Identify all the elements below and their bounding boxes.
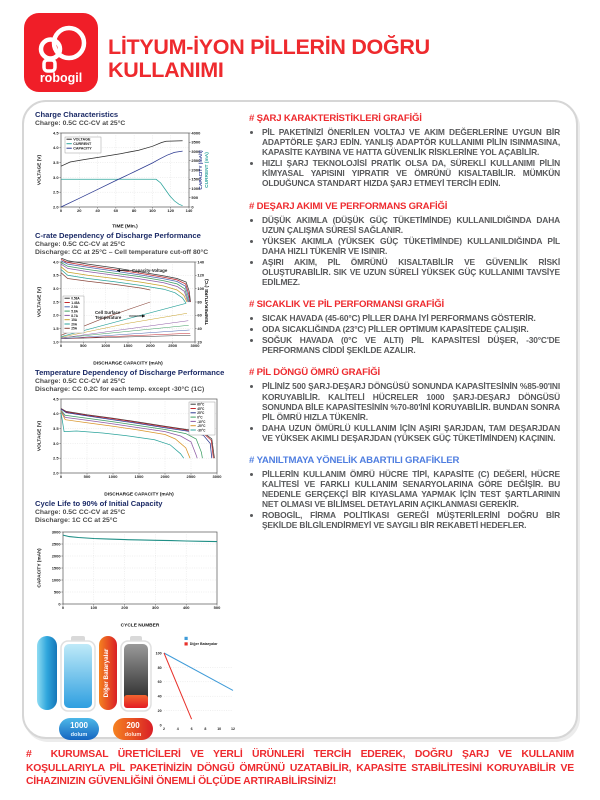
page-title xyxy=(108,36,568,82)
chart-subtitle: Charge: 0.5C CC-CV at 25°C xyxy=(35,508,126,516)
svg-text:1000: 1000 xyxy=(101,343,111,349)
svg-text:12: 12 xyxy=(231,727,235,732)
section-title xyxy=(249,113,560,124)
charge-characteristics-chart xyxy=(35,129,225,229)
bullet-item: • PİLLERİN KULLANIM ÖMRÜ HÜCRE TİPİ, KAPASİTE (C) DEĞERİ, HÜCRE KALİTESİ VE FARKLI KULLANIM SENARYOLARINA GÖRE DEĞİŞİR. BU NEDENLE GERÇEKÇİ BİR KIYASLAMA YAPMAK İÇİN TEST ŞARTLARININ NET OLMASI VE BİLİMSEL DETAYLARIN AÇIKLANMASI GEREKİR. xyxy=(262,469,560,509)
svg-text:400: 400 xyxy=(182,605,190,611)
other-batteries-label: Diğer Bataryalar xyxy=(103,648,110,698)
svg-text:500: 500 xyxy=(213,605,221,611)
bullet-item: • DAHA UZUN ÖMÜRLÜ KULLANIM İÇİN AŞIRI ŞARJDAN, TAM DEŞARJDAN VE YÜKSEK AKIMLI DEŞARJDAN (YÜKSEK GÜÇ TÜKETİMİNDEN) KAÇININ. xyxy=(262,423,560,443)
section-title-text: DEŞARJ AKIMI VE PERFORMANS GRAFİĞİ xyxy=(256,200,448,212)
bullet-list xyxy=(249,313,560,355)
section-title-text: SICAKLIK VE PİL PERFORMANSI GRAFİĞİ xyxy=(256,299,444,311)
battery-comparison-graphic xyxy=(35,632,153,744)
hash-marker: # xyxy=(249,454,255,466)
svg-text:3.0: 3.0 xyxy=(53,440,59,446)
svg-text:-10°C: -10°C xyxy=(197,419,206,424)
svg-text:Cell Surface: Cell Surface xyxy=(95,309,121,315)
svg-text:140: 140 xyxy=(197,259,205,265)
svg-text:2000: 2000 xyxy=(145,343,155,349)
chart-title: Temperature Dependency of Discharge Performance xyxy=(35,367,225,377)
chart-subtitle: Discharge: 1C CC at 25°C xyxy=(35,516,118,524)
svg-text:4.0: 4.0 xyxy=(53,259,59,265)
svg-text:4.0: 4.0 xyxy=(53,411,59,417)
svg-text:0: 0 xyxy=(61,605,65,611)
svg-text:4.5: 4.5 xyxy=(53,130,59,136)
other-batteries-pill xyxy=(99,636,117,710)
svg-text:3.0: 3.0 xyxy=(53,286,59,292)
svg-text:45°C: 45°C xyxy=(197,406,205,411)
svg-text:60: 60 xyxy=(113,208,119,214)
chart-block-cycle-life xyxy=(35,500,239,628)
section-title-text: ŞARJ KARAKTERİSTİKLERİ GRAFİĞİ xyxy=(256,113,422,124)
battery-comparison-panel xyxy=(35,632,239,744)
hash-marker: # xyxy=(249,367,255,379)
section-title-text: YANILTMAYA YÖNELİK ABARTILI GRAFİKLER xyxy=(256,454,460,466)
chart-block-charge-characteristics xyxy=(35,111,239,229)
bullet-item: • AŞIRI AKIM, PİL ÖMRÜNÜ KISALTABİLİR VE GÜVENLİK RİSKİ OLUŞTURABİLİR. SIK VE UZUN SÜRELİ YÜKSEK GÜÇ KULLANIMI TAVSİYE EDİLMEZ. xyxy=(262,257,560,287)
good-cycles-unit: dolum xyxy=(70,731,88,738)
bullet-list xyxy=(249,127,560,188)
svg-text:60°C: 60°C xyxy=(197,402,205,407)
svg-text:1.5: 1.5 xyxy=(53,326,59,332)
hash-marker: # xyxy=(249,113,255,124)
empty-battery-icon xyxy=(121,636,151,711)
svg-text:1500: 1500 xyxy=(51,565,61,571)
footer-text: KURUMSAL ÜRETİCİLERİ VE YERLİ ÜRÜNLERİ TERCİH EDEREK, DOĞRU ŞARJ VE KULLANIM KOŞULLARIYLA PİL PAKETİNİZİN DÖNGÜ ÖMRÜNÜ UZATABİLİR, KAPASİTE STABİLİTESİNİ KORUYABİLİR VE CİHAZINIZIN GÜVENLİĞİNİ ÖNEMLİ ÖLÇÜDE ARTIRABİLİRSİNİZ! xyxy=(26,749,574,788)
svg-text:3.5: 3.5 xyxy=(53,159,59,165)
text-column xyxy=(245,111,568,733)
charts-column xyxy=(35,110,239,738)
svg-text:3.5: 3.5 xyxy=(53,272,59,278)
svg-text:120: 120 xyxy=(197,272,205,278)
page-title-line1: LİTYUM-İYON PİLLERİN DOĞRU xyxy=(108,35,430,60)
chart-title: Cycle Life to 90% of Initial Capacity xyxy=(35,498,163,508)
svg-text:2000: 2000 xyxy=(51,553,61,559)
bullet-item: • SICAK HAVADA (45-60°C) PİLLER DAHA İYİ PERFORMANS GÖSTERİR. xyxy=(262,313,560,323)
svg-text:Diğer Bataryalar: Diğer Bataryalar xyxy=(189,642,218,647)
svg-text:60: 60 xyxy=(197,312,202,318)
blue-pill-shape xyxy=(37,636,57,710)
svg-text:CAPACITY (mAh): CAPACITY (mAh) xyxy=(199,150,204,190)
section-title xyxy=(249,455,560,466)
svg-text:40: 40 xyxy=(157,694,162,699)
bullet-item: • SOĞUK HAVADA (0°C VE ALTI) PİL KAPASİTESİ DÜŞER, -30°C'DE PERFORMANS CİDDİ ŞEKİLDE AZALIR. xyxy=(262,335,560,355)
bullet-item: • PİL PAKETİNİZİ ÖNERİLEN VOLTAJ VE AKIM DEĞERLERİNE UYGUN BİR ADAPTÖRLE ŞARJ EDİN. YANLIŞ ADAPTÖR KULLANIMI PİLİN ISINMASINA, KAPASİTE KAYBINA VE HATTA GÜVENLİK RİSKLERİNE YOL AÇABİLİR. xyxy=(262,127,560,157)
svg-text:2500: 2500 xyxy=(186,474,196,480)
svg-text:1500: 1500 xyxy=(191,176,201,182)
robot-icon xyxy=(24,13,98,92)
svg-text:500: 500 xyxy=(79,343,87,349)
svg-text:0.58A: 0.58A xyxy=(71,296,80,301)
svg-text:3.0: 3.0 xyxy=(53,174,59,180)
svg-text:25A: 25A xyxy=(71,326,78,331)
svg-text:1500: 1500 xyxy=(134,474,144,480)
svg-text:8.7A: 8.7A xyxy=(71,313,78,318)
svg-text:100: 100 xyxy=(149,208,156,214)
section-title-text: PİL DÖNGÜ ÖMRÜ GRAFİĞİ xyxy=(256,367,380,379)
bullet-item: • DÜŞÜK AKIMLA (DÜŞÜK GÜÇ TÜKETİMİNDE) KULLANILDIĞINDA DAHA UZUN ÇALIŞMA SÜRESİ SAĞLANIR. xyxy=(262,215,560,235)
svg-text:200: 200 xyxy=(121,605,128,611)
svg-text:1500: 1500 xyxy=(123,343,133,349)
svg-text:2.5: 2.5 xyxy=(53,189,59,195)
svg-text:VOLTAGE: VOLTAGE xyxy=(73,137,91,142)
robogil-logo xyxy=(24,13,98,92)
svg-text:1.0: 1.0 xyxy=(53,339,59,345)
svg-text:80: 80 xyxy=(131,208,137,214)
svg-text:TEMPERATURE (°C): TEMPERATURE (°C) xyxy=(205,278,210,325)
svg-text:3000: 3000 xyxy=(191,148,201,154)
svg-text:0: 0 xyxy=(59,208,63,214)
svg-text:100: 100 xyxy=(155,651,162,656)
svg-text:2000: 2000 xyxy=(191,167,201,173)
hash-marker: # xyxy=(26,749,32,760)
bad-cycles-value: 200 xyxy=(126,720,140,730)
chart-title: C-rate Dependency of Discharge Performance xyxy=(35,230,201,240)
svg-text:3000: 3000 xyxy=(190,343,200,349)
svg-text:0°C: 0°C xyxy=(197,415,203,420)
chart-subtitle: Discharge: CC at 25°C – Cell temperature cut-off 80°C xyxy=(35,248,209,256)
cycle-life-chart xyxy=(35,526,225,628)
section-charge-characteristics xyxy=(249,113,560,189)
bullet-item: • HIZLI ŞARJ TEKNOLOJİSİ PRATİK OLSA DA, SÜREKLİ KULLANIMI PİLİN KİMYASAL YAPISINI YIPRATIR VE ÖMRÜNÜ KISALTABİLİR. MÜMKÜN OLDUĞUNCA STANDART HIZDA ŞARJ ETMEYİ TERCİH EDİN. xyxy=(262,158,560,188)
svg-text:VOLTAGE (V): VOLTAGE (V) xyxy=(37,154,43,186)
svg-text:2: 2 xyxy=(163,727,165,732)
section-title xyxy=(249,299,560,310)
svg-text:140: 140 xyxy=(185,208,193,214)
svg-text:15A: 15A xyxy=(71,318,78,323)
svg-text:4.5: 4.5 xyxy=(53,396,59,402)
svg-text:VOLTAGE (V): VOLTAGE (V) xyxy=(37,420,43,452)
svg-text:0: 0 xyxy=(58,601,61,607)
svg-text:2000: 2000 xyxy=(160,474,170,480)
svg-text:20: 20 xyxy=(157,708,162,713)
chart-subtitle: Charge: 0.5C CC-CV at 25°C xyxy=(35,119,126,127)
logo-wordmark: robogil xyxy=(39,71,83,85)
chart-subtitle: Charge: 0.5C CC-CV at 25°C xyxy=(35,240,126,248)
chart-block-temperature-discharge xyxy=(35,369,239,497)
svg-text:Capacity-Voltage: Capacity-Voltage xyxy=(132,267,168,273)
svg-text:2.5: 2.5 xyxy=(53,455,59,461)
chart-block-crate-discharge xyxy=(35,232,239,366)
bullet-list xyxy=(249,469,560,530)
svg-text:80: 80 xyxy=(157,665,162,670)
svg-text:500: 500 xyxy=(83,474,91,480)
svg-text:3000: 3000 xyxy=(51,529,61,535)
svg-text:1000: 1000 xyxy=(108,474,118,480)
svg-text:10: 10 xyxy=(217,727,222,732)
section-misleading-charts xyxy=(249,455,560,531)
svg-text:1000: 1000 xyxy=(51,577,61,583)
section-cycle-life xyxy=(249,367,560,443)
section-title xyxy=(249,201,560,212)
svg-text:0: 0 xyxy=(191,204,194,210)
svg-text:CAPACITY (mAh): CAPACITY (mAh) xyxy=(37,548,43,588)
svg-text:2.0: 2.0 xyxy=(53,204,59,210)
svg-text:-20°C: -20°C xyxy=(197,424,206,429)
svg-text:3.5: 3.5 xyxy=(53,425,59,431)
svg-text:1000: 1000 xyxy=(191,185,201,191)
hash-marker: # xyxy=(249,299,255,311)
svg-text:40: 40 xyxy=(95,208,100,214)
section-title xyxy=(249,367,560,378)
svg-text:25°C: 25°C xyxy=(197,411,205,416)
chart-subtitle: Discharge: CC 0.2C for each temp. except -30°C (1C) xyxy=(35,385,205,393)
svg-text:20A: 20A xyxy=(71,322,78,327)
cycle-comparison-mini-chart xyxy=(153,633,237,737)
svg-text:4000: 4000 xyxy=(191,130,201,136)
svg-text:2500: 2500 xyxy=(51,541,61,547)
svg-text:100: 100 xyxy=(197,286,205,292)
svg-text:40: 40 xyxy=(197,326,202,332)
svg-text:CYCLE NUMBER: CYCLE NUMBER xyxy=(120,623,160,628)
chart-title: Charge Characteristics xyxy=(35,110,119,119)
svg-text:5.8A: 5.8A xyxy=(71,309,78,314)
svg-text:4: 4 xyxy=(176,727,179,732)
svg-text:0: 0 xyxy=(159,723,162,728)
bullet-item: • PİLİNİZ 500 ŞARJ-DEŞARJ DÖNGÜSÜ SONUNDA KAPASİTESİNİN %85-90'INI KORUYABİLİR. KALİTELİ HÜCRELER 1000 ŞARJ-DEŞARJ DÖNGÜSÜ SONUNDA BİLE KAPASİTESİNİN %70-80'İNİ KORUYABİLİR. BUNDAN SONRA PİL ÖMRÜ HIZLA TÜKENİR. xyxy=(262,381,560,421)
svg-text:2.0: 2.0 xyxy=(53,312,59,318)
full-battery-icon xyxy=(61,636,95,711)
footer-message xyxy=(26,748,574,789)
svg-text:6: 6 xyxy=(190,727,193,732)
svg-text:100: 100 xyxy=(90,605,98,611)
svg-text:VOLTAGE (V): VOLTAGE (V) xyxy=(37,286,43,318)
svg-text:TIME (Min.): TIME (Min.) xyxy=(112,224,138,229)
bad-cycles-unit: dolum xyxy=(124,731,142,738)
bullet-item: • ODA SICAKLIĞINDA (23°C) PİLLER OPTİMUM KAPASİTEDE ÇALIŞIR. xyxy=(262,324,560,334)
svg-text:0: 0 xyxy=(59,474,63,480)
svg-text:1.45A: 1.45A xyxy=(71,300,80,305)
svg-text:CAPACITY: CAPACITY xyxy=(73,146,92,151)
svg-text:0: 0 xyxy=(59,343,63,349)
svg-text:8: 8 xyxy=(204,727,207,732)
page-title-line2: KULLANIMI xyxy=(108,58,224,83)
svg-text:60: 60 xyxy=(157,680,162,685)
bullet-item: • YÜKSEK AKIMLA (YÜKSEK GÜÇ TÜKETİMİNDE) KULLANILDIĞINDA PİL DAHA HIZLI TÜKENİR VE ISINIR. xyxy=(262,236,560,256)
svg-text:CURRENT (mA): CURRENT (mA) xyxy=(205,152,211,188)
svg-text:DISCHARGE CAPACITY (mAh): DISCHARGE CAPACITY (mAh) xyxy=(93,361,163,366)
bullet-item: • ROBOGİL, FİRMA POLİTİKASI GEREĞİ MÜŞTERİLERİNİ DOĞRU BİR ŞEKİLDE BİLGİLENDİRMEYİ VE SAYGILI BİR REKABETİ HEDEFLER. xyxy=(262,510,560,530)
section-discharge-performance xyxy=(249,201,560,288)
content-card xyxy=(22,100,578,739)
svg-text:3500: 3500 xyxy=(191,139,201,145)
good-cycles-value: 1000 xyxy=(70,720,88,730)
svg-text:2500: 2500 xyxy=(191,158,201,164)
svg-text:2.9A: 2.9A xyxy=(71,305,78,310)
chart-subtitle: Charge: 0.5C CC-CV at 25°C xyxy=(35,377,126,385)
svg-text:120: 120 xyxy=(167,208,175,214)
temperature-discharge-chart xyxy=(35,395,225,497)
bullet-list xyxy=(249,215,560,288)
hash-marker: # xyxy=(249,200,255,212)
svg-text:2.0: 2.0 xyxy=(53,470,59,476)
svg-text:20: 20 xyxy=(197,339,202,345)
svg-text:2500: 2500 xyxy=(168,343,178,349)
svg-text:500: 500 xyxy=(191,195,199,201)
svg-text:3000: 3000 xyxy=(212,474,222,480)
svg-text:2.5: 2.5 xyxy=(53,299,59,305)
bullet-list xyxy=(249,381,560,442)
good-cycles-badge xyxy=(59,718,99,740)
svg-text:300: 300 xyxy=(152,605,159,611)
svg-text:DISCHARGE CAPACITY (mAh): DISCHARGE CAPACITY (mAh) xyxy=(104,492,174,497)
crate-discharge-chart xyxy=(35,258,225,366)
svg-text:80: 80 xyxy=(197,299,202,305)
svg-text:CURRENT: CURRENT xyxy=(73,142,92,147)
bad-cycles-badge xyxy=(113,718,153,740)
section-temperature-performance xyxy=(249,299,560,355)
svg-text:500: 500 xyxy=(53,589,61,595)
svg-text:-30°C: -30°C xyxy=(197,428,206,433)
svg-text:Temperature: Temperature xyxy=(95,314,122,320)
svg-text:20: 20 xyxy=(77,208,82,214)
svg-text:4.0: 4.0 xyxy=(53,145,59,151)
